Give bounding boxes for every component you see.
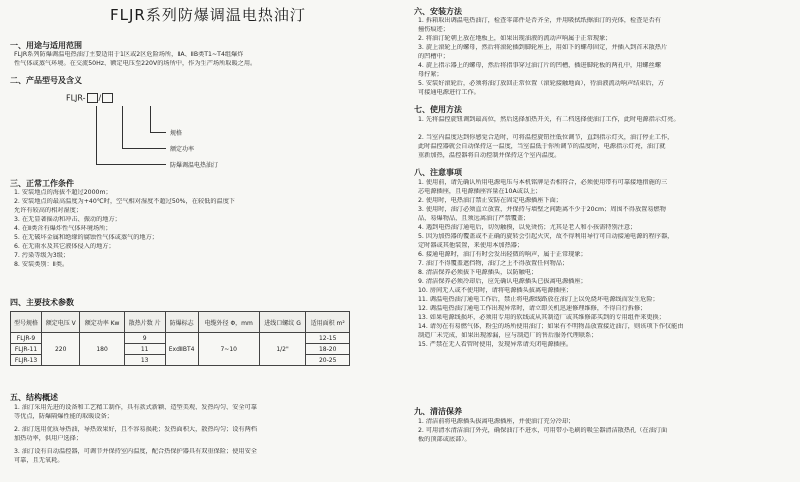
note-line: 3. 使用时，油汀必须直立放置，并保持与墙壁之间距离不少于20cm；周围不得放置易燃物	[418, 206, 666, 213]
section-heading-conditions: 三、正常工作条件	[10, 179, 74, 188]
table-cell: 220	[42, 333, 80, 366]
note-line: 12. 调温电热油汀通电工作出现异常时，请立即关机迅速修理维修，不得自行拆修；	[418, 305, 647, 312]
note-line: 8. 清洁保养必须拔下电源插头，以防触电；	[418, 269, 538, 276]
header-cell: 额定电压 V	[42, 312, 80, 333]
section-heading-model: 二、产品型号及含义	[10, 76, 82, 85]
table-cell: 180	[80, 333, 124, 366]
table-cell: 1/2"	[259, 333, 306, 366]
note-line: 制造厂未完成，如果出现渗漏，应与制造厂的售后服务代理联系；	[418, 332, 598, 339]
method-line: 重新加热，温控器将自动控制并保持这个室内温度。	[418, 152, 561, 159]
table-cell: FLJR-13	[11, 355, 42, 366]
maintenance-line: 1. 清洁前将电源插头拔离电源插座，并使油汀充分冷却；	[418, 418, 575, 425]
annotation-line	[150, 132, 166, 133]
structure-line: 1. 油汀采用先进的设备和工艺精工制作，具有款式新颖、造型美观、发热均匀、安全可靠	[14, 404, 257, 411]
section-heading-structure: 五、结构概述	[10, 393, 58, 402]
annotation-line	[96, 106, 97, 164]
method-line: 2. 当室内温度达到你感觉合适时，可将温控旋钮往低位调节，直到指示灯灭，油汀停止工作，	[418, 134, 674, 141]
note-line: 4. 遇到电热油汀通电后，切勿触摸，以免烫伤；尤其是老人和小孩需特别注意；	[418, 224, 637, 231]
condition-line: 5. 在无破坏金属和绝缘的腐蚀性气体或蒸气的地方；	[14, 234, 158, 241]
annotation-product: 防爆调温电热油汀	[170, 162, 219, 169]
model-separator: /	[98, 93, 102, 103]
model-box-power	[87, 93, 98, 103]
annotation-line	[150, 106, 151, 132]
install-line: 5. 安装好滚轮后，必须将油汀放回正常位置（滚轮接触地面），待油液流动响声结束后，方	[418, 80, 665, 87]
condition-line: 3. 在无显著摇动和冲击、振动的地方；	[14, 216, 121, 223]
condition-line: 允许有较高的相对湿度；	[14, 207, 83, 214]
section-heading-maintenance: 九、清洁保养	[414, 407, 462, 416]
structure-line: 等优点，防爆隔爆性能的取暖设备；	[14, 413, 113, 420]
install-line: 1. 拆箱取出调温电热油汀，检查零部件是否齐全，并用吸拭纸擦油汀的壳体，检查是否有	[418, 17, 661, 24]
structure-line: 3. 油汀设有自动温控器，可调节并保持室内温度，配合热保护器具有双重保险；使用安全	[14, 448, 257, 455]
note-line: 定时器或其他装置，来使用本加热器；	[418, 242, 524, 249]
annotation-spec: 规格	[170, 130, 183, 137]
install-line: 3. 旋上滚轮上的螺母，然后将滚轮插到脚轮座上，用如下的螺母固定，并插入到首末散热片	[418, 44, 668, 51]
table-cell: 13	[124, 355, 165, 366]
header-cell: 散热片数 片	[124, 312, 165, 333]
section-heading-notes: 八、注意事项	[414, 168, 462, 177]
page-title: FLJR系列防爆调温电热油汀	[110, 6, 306, 24]
structure-line: 2. 油汀选用优质导热油，导热效果好，且不容易损耗；发热面积大，散热均匀；设有两档	[14, 426, 257, 433]
table-cell: 7~10	[198, 333, 259, 366]
install-line: 4. 旋上指示器上的螺母，然后将指事穿过油汀片的凹槽，插进脚轮板的两孔中，用螺丝螺	[418, 62, 661, 69]
section-heading-specs: 四、主要技术参数	[10, 298, 74, 307]
note-line: 14. 请勿在有易燃气体，粉尘的场所使用油汀；如果有不明物品放置接近油汀，则该项下作仅能由	[418, 323, 684, 330]
usage-line: FLJR系列防爆调温电热油汀主要适用于1区或2区危险场所，ⅡA、ⅡB类T1~T4组爆炸	[14, 51, 244, 58]
install-line: 2. 将油汀轮朝上放在地板上，如果出现油液的流动声响属于正常现象；	[418, 35, 612, 42]
header-cell: 进线口螺纹 G	[259, 312, 306, 333]
annotation-line	[122, 148, 166, 149]
table-cell: 12-15	[306, 333, 350, 344]
install-line: 的凹槽中；	[418, 53, 449, 60]
structure-line: 可靠，且无氧耗。	[14, 457, 64, 464]
condition-line: 8. 安装类别：Ⅱ类。	[14, 261, 69, 268]
annotation-power: 额定功率	[170, 146, 195, 153]
model-code	[66, 93, 114, 103]
table-cell: 20-25	[306, 355, 350, 366]
header-cell: 电缆外径 Φ，mm	[198, 312, 259, 333]
table-cell: FLJR-9	[11, 333, 42, 344]
header-cell: 防爆标志	[165, 312, 198, 333]
condition-line: 4. 在Ⅱ类含有爆炸性气体环境场所；	[14, 225, 112, 232]
note-line: 芯电源插座，且电源插座容量在10A或以上；	[418, 188, 542, 195]
note-line: 品，易爆物品，且须远离油汀严禁覆盖；	[418, 215, 530, 222]
table-cell: 18-20	[306, 344, 350, 355]
annotation-line	[122, 106, 123, 148]
note-line: 7. 油汀不得覆盖遮挡物，油汀之上不得放置任何物品；	[418, 260, 569, 267]
section-heading-usage: 一、用途与适用范围	[10, 41, 82, 50]
maintenance-line: 板的顶部或底部）。	[418, 436, 471, 443]
section-heading-usage-method: 七、使用方法	[414, 105, 462, 114]
table-cell: ExdⅡBT4	[165, 333, 198, 366]
spec-table	[10, 311, 350, 366]
note-line: 11. 调温电热油汀通电工作后，禁止将电源线路放在油汀上以免烧坏电源线而发生危险；	[418, 296, 659, 303]
annotation-line	[96, 164, 166, 165]
table-cell: 11	[124, 344, 165, 355]
header-cell: 型号规格	[11, 312, 42, 333]
note-line: 2. 使用时，电热油汀禁止安防在固定电源插座下面；	[418, 197, 562, 204]
table-cell: 9	[124, 333, 165, 344]
model-box-spec	[102, 93, 113, 103]
table-row	[11, 333, 350, 344]
table-cell: FLJR-11	[11, 344, 42, 355]
structure-line: 加热功率，供用户选择；	[14, 435, 83, 442]
header-cell: 适用面积 m²	[306, 312, 350, 333]
note-line: 9. 清洁保养必须冷却后，应先确认电源插头已拔离电源插座；	[418, 278, 587, 285]
section-heading-install: 六、安装方法	[414, 7, 462, 16]
install-line: 可接通电源进行工作。	[418, 89, 480, 96]
install-line: 母拧紧；	[418, 71, 443, 78]
install-line: 撞伤痕迹；	[418, 26, 449, 33]
note-line: 10. 房间无人或不使用时，请将电源插头拔离电源插座；	[418, 287, 573, 294]
maintenance-line: 2. 可用清水清洁油汀外壳，确保油汀不进水，可用带小毛刷的吸尘器清洁散热孔（在油汀面	[418, 427, 668, 434]
spec-table-header	[11, 312, 350, 333]
usage-line: 性气体或蒸气环境。在交流50Hz、额定电压至220V的场所中，作为生产场所取暖之用。	[14, 60, 257, 67]
note-line: 5. 因为加热器的覆盖或不正确的旋转会引起火灾，故不得利用导行可自动接通电源的程序器，	[418, 233, 674, 240]
note-line: 6. 接通电源时，油汀有时会发出轻微的响声，属于正常现象；	[418, 251, 587, 258]
condition-line: 7. 污染等级为3级；	[14, 252, 70, 259]
condition-line: 2. 安装地点的最高温度为+40℃时，空气相对湿度不超过50%，在较低的温度下	[14, 198, 236, 205]
model-prefix: FLJR-	[66, 93, 86, 103]
note-line: 13. 如果电源线损坏，必须用专用的软线或从其制造厂或其维修部买到的专用组件来更换；	[418, 314, 665, 321]
condition-line: 1. 安装地点的海拔不超过2000m；	[14, 189, 112, 196]
method-line: 此时温控器就会自动保持这一温度，当室温低于你所调节的温度时，电源指示灯亮，油汀就	[418, 143, 666, 150]
header-cell: 额定功率 Kw	[80, 312, 124, 333]
method-line: 1. 先将温控旋钮调到最高位，然后选择加热开关，有二档选择使油汀工作，此时电源指示灯亮。	[418, 116, 680, 123]
note-line: 15. 严禁在无人看管时使用，发现异常请关闭电源插座。	[418, 341, 573, 348]
note-line: 1. 使用前，请先确认所用电源电压与本机铭牌是否相符合，必须使用带有可靠接地措施的三	[418, 179, 668, 186]
condition-line: 6. 在无雨水及其它液体侵入的地方；	[14, 243, 115, 250]
